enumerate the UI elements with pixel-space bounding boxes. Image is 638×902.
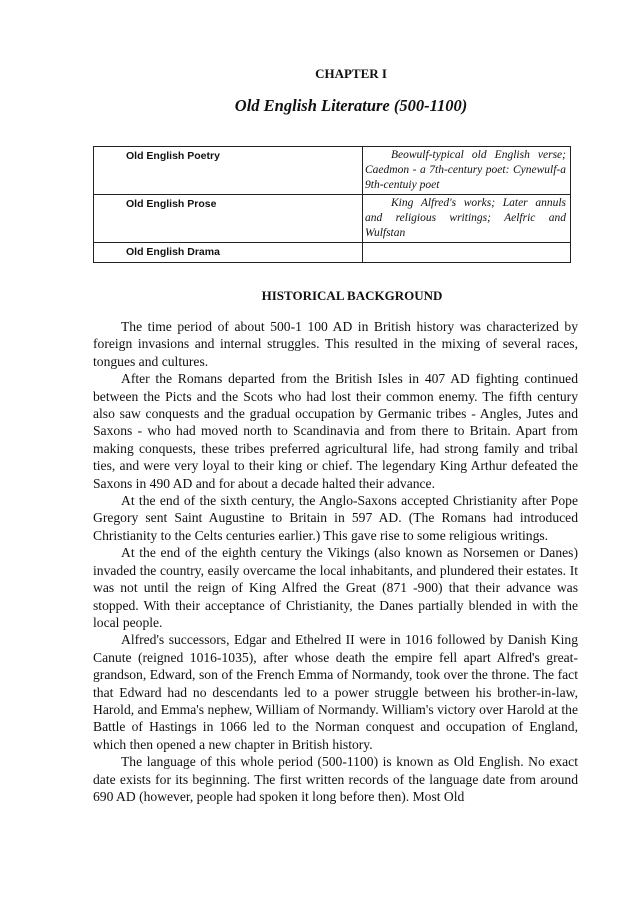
description-cell (363, 243, 571, 263)
description-cell: Beowulf-typical old English verse; Caedmon - a 7th-century poet: Cynewulf-a 9th-centuiy poet (363, 147, 571, 195)
chapter-label: CHAPTER I (315, 66, 387, 81)
genre-cell: Old English Poetry (94, 147, 363, 195)
paragraph: Alfred's successors, Edgar and Ethelred II were in 1016 followed by Danish King Canute (reigned 1016-1035), after whose death the empire fell apart Alfred's great-grandson, Edward, son of the French Emma of Normandy, took over the throne. The fact that Edward had no descendants led to a power struggle between his brother-in-law, Harold, and Emma's nephew, William of Normandy. William's victory over Harold at the Battle of Hastings in 1066 led to the Norman conquest and occupation of England, which then opened a new chapter in British history. (93, 632, 578, 752)
genre-cell: Old English Drama (94, 243, 363, 263)
genre-cell: Old English Prose (94, 195, 363, 243)
table-row (94, 147, 571, 195)
paragraph: The language of this whole period (500-1100) is known as Old English. No exact date exists for its beginning. The first written records of the language date from around 690 AD (however, people had spoken it long before then). Most Old (93, 754, 578, 804)
description-cell: King Alfred's works; Later annuls and religious writings; Aelfric and Wulfstan (363, 195, 571, 243)
body-text (93, 318, 578, 805)
paragraph: At the end of the sixth century, the Anglo-Saxons accepted Christianity after Pope Gregory sent Saint Augustine to Britain in 597 AD. (The Romans had introduced Christianity to the Celts centuries earlier.) This gave rise to some religious writings. (93, 493, 578, 543)
paragraph: At the end of the eighth century the Vikings (also known as Norsemen or Danes) invaded the country, easily overcame the local inhabitants, and plundered their estates. It was not until the reign of King Alfred the Great (871 -900) that their advance was stopped. With their acceptance of Christianity, the Danes partially blended in with the local people. (93, 545, 578, 630)
table-row (94, 195, 571, 243)
section-heading: HISTORICAL BACKGROUND (261, 288, 443, 303)
paragraph: After the Romans departed from the British Isles in 407 AD fighting continued between the Picts and the Scots who had lost their common enemy. The fifth century also saw conquests and the gradual occupation by Germanic tribes - Angles, Jutes and Saxons - who had moved north to Scandinavia and from there to Britain. Apart from making conquests, these tribes preferred agricultural life, had strong family and tribal ties, and were very loyal to their king or chief. The legendary King Arthur defeated the Saxons in 490 AD and for about a decade halted their advance. (93, 371, 578, 491)
literature-summary-table (93, 146, 571, 263)
table-row (94, 243, 571, 263)
chapter-title: Old English Literature (500-1100) (234, 96, 468, 115)
paragraph: The time period of about 500-1 100 AD in British history was characterized by foreign invasions and internal struggles. This resulted in the mixing of several races, tongues and cultures. (93, 319, 578, 369)
